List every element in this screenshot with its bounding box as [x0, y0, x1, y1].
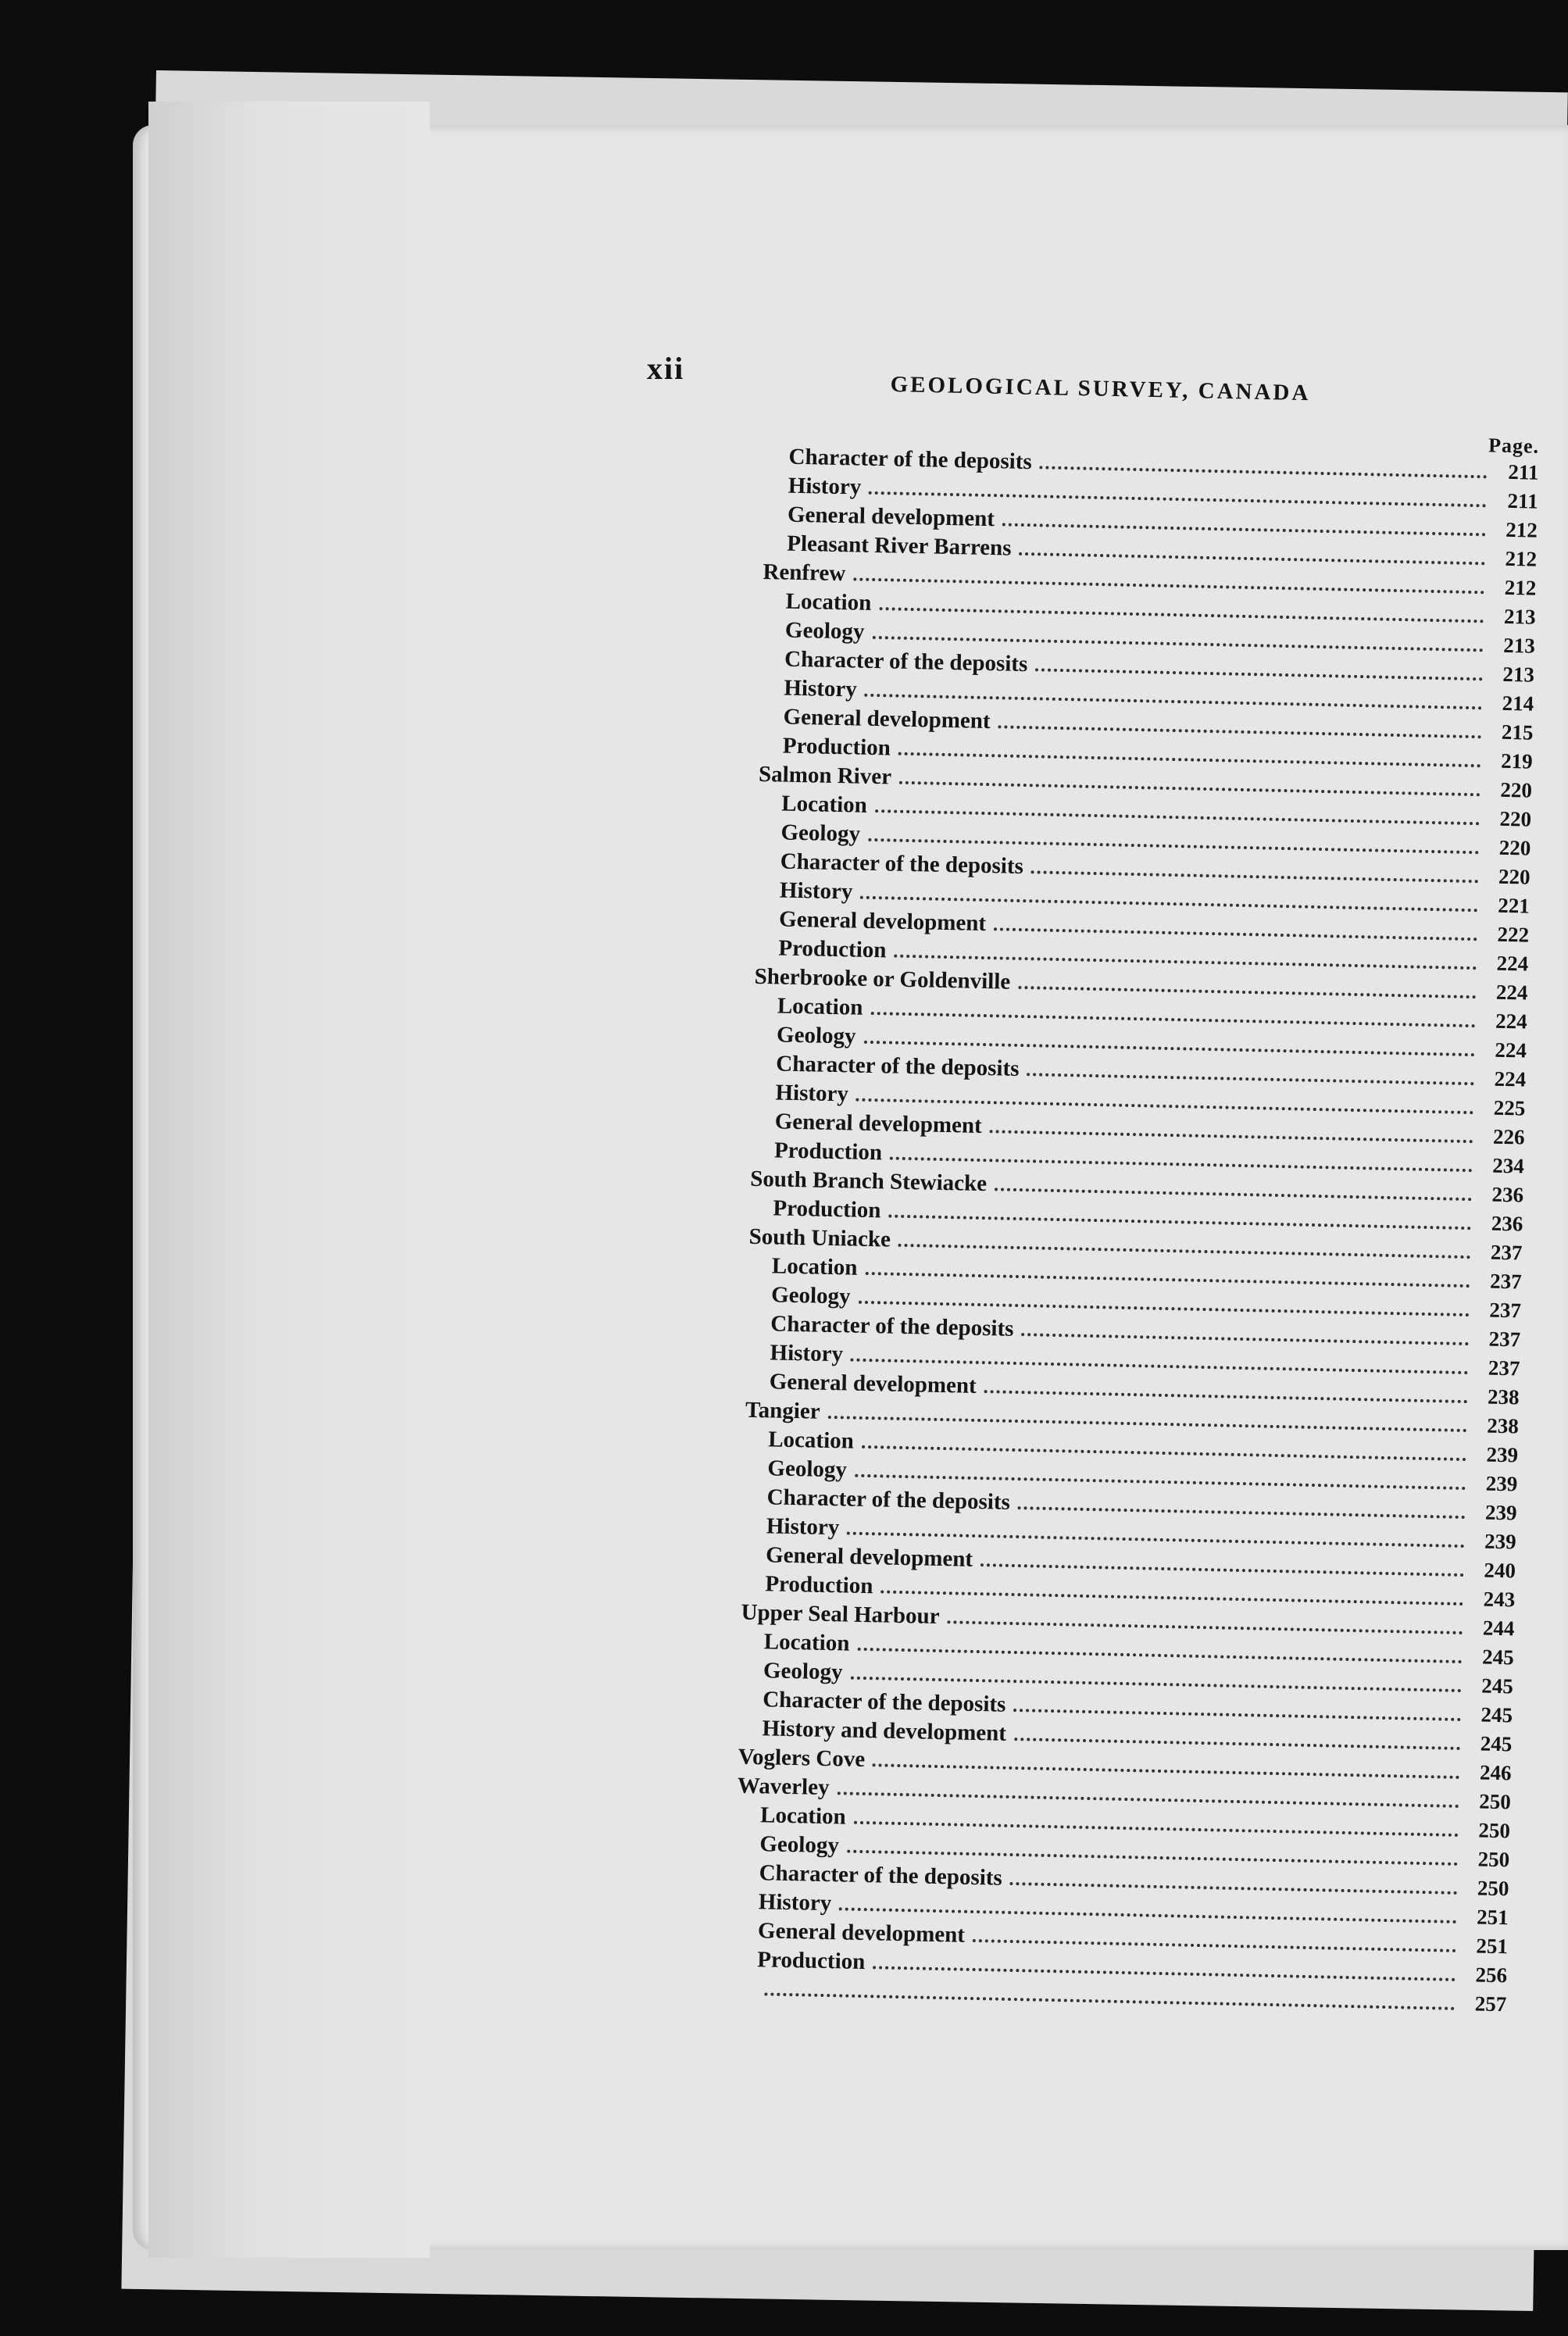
toc-entry-page: 236: [1491, 1182, 1524, 1207]
dot-leader: [1035, 668, 1483, 680]
dot-leader: [995, 1188, 1472, 1201]
toc-entry-page: 237: [1489, 1298, 1522, 1323]
toc-entry-title: History: [788, 473, 862, 500]
dot-leader: [1010, 1882, 1458, 1895]
running-head: GEOLOGICAL SURVEY, CANADA: [890, 372, 1311, 406]
toc-entry-title: Location: [785, 588, 872, 616]
toc-entry-page: 213: [1502, 633, 1536, 658]
toc-entry-page: 237: [1488, 1356, 1520, 1381]
dot-leader: [973, 1939, 1456, 1952]
toc-entry-title: General development: [787, 502, 995, 532]
toc-entry-page: 222: [1497, 922, 1530, 947]
toc-entry-page: 224: [1495, 980, 1528, 1005]
toc-entry-page: 212: [1505, 546, 1538, 571]
toc-entry-title: Production: [778, 935, 887, 963]
toc-entry-page: 224: [1495, 1038, 1527, 1063]
toc-entry-title: Geology: [767, 1456, 848, 1483]
dot-leader: [1031, 870, 1479, 883]
toc-entry-page: 214: [1502, 691, 1534, 716]
toc-entry-title: General development: [765, 1542, 973, 1572]
toc-entry-title: History: [784, 675, 858, 702]
toc-entry-title: Location: [759, 1802, 847, 1830]
page-edge-shadow: [148, 102, 430, 2258]
toc-entry-title: History and development: [762, 1716, 1007, 1746]
toc-entry-page: 244: [1482, 1616, 1515, 1641]
dot-leader: [1014, 1738, 1460, 1750]
toc-entry-page: 220: [1499, 806, 1532, 831]
toc-entry-title: Geology: [780, 820, 861, 847]
page-column-label: Page.: [1488, 434, 1540, 458]
toc-entry-page: 220: [1498, 864, 1530, 889]
toc-entry-title: Geology: [759, 1831, 840, 1859]
page-folio: xii: [647, 351, 685, 386]
toc-entry-page: 211: [1507, 488, 1538, 513]
dot-leader: [1018, 1506, 1466, 1519]
toc-entry-title: Character of the deposits: [780, 848, 1024, 880]
toc-entry-page: 236: [1491, 1211, 1523, 1236]
toc-entry-title: Sherbrooke or Goldenville: [754, 963, 1011, 995]
dot-leader: [984, 1390, 1468, 1403]
toc-entry-page: 219: [1500, 748, 1533, 773]
toc-entry-title: General development: [778, 906, 987, 937]
toc-entry-title: South Uniacke: [748, 1223, 891, 1252]
toc-entry-page: 243: [1483, 1587, 1516, 1612]
dot-leader: [998, 725, 1481, 738]
toc-entry-title: Character of the deposits: [762, 1687, 1006, 1717]
toc-entry-page: 237: [1490, 1240, 1523, 1265]
toc-list: [733, 442, 1539, 2019]
toc-entry-page: 250: [1477, 1876, 1509, 1901]
toc-entry-title: Pleasant River Barrens: [786, 530, 1012, 561]
toc-entry-page: 245: [1481, 1673, 1514, 1698]
toc-entry-page: 224: [1495, 1009, 1527, 1034]
toc-entry-page: 212: [1504, 575, 1537, 600]
toc-entry-page: 245: [1480, 1731, 1513, 1756]
toc-entry-title: Geology: [776, 1022, 856, 1049]
toc-entry-page: 250: [1477, 1847, 1510, 1872]
toc-entry-page: 213: [1503, 604, 1536, 629]
toc-entry-title: Salmon River: [758, 761, 892, 790]
toc-entry-title: History: [766, 1513, 840, 1541]
toc-entry-page: 211: [1508, 459, 1539, 484]
toc-entry-title: Geology: [784, 617, 865, 645]
toc-entry-title: General development: [783, 704, 991, 734]
toc-entry-title: Character of the deposits: [784, 646, 1028, 677]
toc-entry-page: 245: [1481, 1645, 1514, 1670]
toc-entry-page: 224: [1496, 951, 1529, 976]
toc-entry-title: Production: [773, 1195, 881, 1223]
toc-entry-title: Tangier: [745, 1397, 820, 1424]
toc-entry-page: 239: [1484, 1500, 1517, 1525]
toc-entry-page: 238: [1487, 1384, 1520, 1409]
dot-leader: [1021, 1333, 1469, 1345]
toc-entry-title: South Branch Stewiacke: [749, 1166, 988, 1197]
toc-entry-title: Upper Seal Harbour: [741, 1599, 940, 1629]
toc-entry-page: 239: [1484, 1529, 1517, 1554]
dot-leader: [1013, 1709, 1461, 1721]
toc-entry-title: Location: [771, 1253, 858, 1281]
toc-entry-title: History: [758, 1889, 832, 1916]
toc-entry-page: 250: [1478, 1818, 1511, 1843]
toc-entry-page: 251: [1476, 1905, 1509, 1930]
toc-entry-title: Location: [767, 1427, 855, 1454]
toc-entry-title: Location: [777, 993, 863, 1020]
toc-entry-title: Location: [763, 1629, 850, 1656]
toc-entry-title: Geology: [770, 1282, 851, 1309]
dot-leader: [980, 1563, 1464, 1577]
toc-entry-title: Character of the deposits: [770, 1311, 1014, 1341]
toc-entry-title: General development: [769, 1369, 977, 1398]
toc-entry-page: 220: [1500, 777, 1533, 802]
toc-entry-page: 245: [1480, 1702, 1513, 1727]
toc-entry-page: 226: [1492, 1124, 1525, 1149]
toc-entry-page: 238: [1487, 1413, 1520, 1438]
toc-entry-title: Waverley: [737, 1773, 830, 1801]
toc-entry-title: General development: [774, 1109, 983, 1138]
toc-entry-page: 251: [1476, 1934, 1509, 1959]
toc-entry-title: Character of the deposits: [788, 444, 1033, 475]
dot-leader: [1002, 523, 1486, 536]
toc-entry-page: 257: [1474, 1991, 1507, 2016]
toc-entry-title: Production: [782, 733, 891, 761]
toc-entry-title: History: [779, 877, 853, 905]
toc-entry-page: 250: [1478, 1789, 1512, 1814]
toc-entry-page: 220: [1498, 835, 1531, 860]
toc-entry-title: History: [770, 1340, 844, 1367]
toc-entry-page: 215: [1501, 720, 1534, 745]
toc-entry-title: Renfrew: [763, 559, 846, 587]
toc-entry-page: 237: [1488, 1327, 1521, 1352]
toc-entry-title: History: [775, 1080, 849, 1107]
dot-leader: [1018, 986, 1476, 998]
toc-entry-title: Production: [756, 1947, 866, 1975]
toc-entry-page: 239: [1486, 1442, 1519, 1467]
dot-leader: [1027, 1073, 1474, 1085]
toc-entry-page: 212: [1505, 517, 1538, 542]
toc-entry-title: Voglers Cove: [738, 1744, 866, 1773]
toc-entry-page: 213: [1502, 662, 1535, 687]
dot-leader: [990, 1130, 1473, 1143]
toc-entry-title: Character of the deposits: [766, 1484, 1011, 1515]
dot-leader: [994, 927, 1477, 941]
toc-entry-page: 256: [1475, 1963, 1508, 1988]
toc-entry-title: General development: [757, 1918, 966, 1948]
toc-entry-page: 221: [1497, 893, 1530, 918]
toc-entry-title: Location: [780, 791, 868, 818]
toc-entry-page: 237: [1489, 1269, 1523, 1294]
toc-entry-page: 224: [1494, 1066, 1527, 1091]
toc-entry-title: Character of the deposits: [759, 1860, 1003, 1891]
toc-entry-title: Production: [765, 1571, 873, 1599]
dot-leader: [1040, 466, 1488, 478]
toc-entry-page: 239: [1485, 1471, 1518, 1496]
dot-leader: [1019, 552, 1485, 565]
toc-entry-page: 234: [1492, 1153, 1525, 1178]
toc-entry-page: 240: [1484, 1558, 1516, 1583]
toc-entry-page: 225: [1493, 1095, 1526, 1120]
toc-entry-title: Production: [773, 1138, 883, 1166]
toc-entry-title: Geology: [763, 1658, 843, 1685]
toc-entry-title: Character of the deposits: [776, 1051, 1020, 1081]
toc-entry-page: 246: [1479, 1760, 1512, 1785]
